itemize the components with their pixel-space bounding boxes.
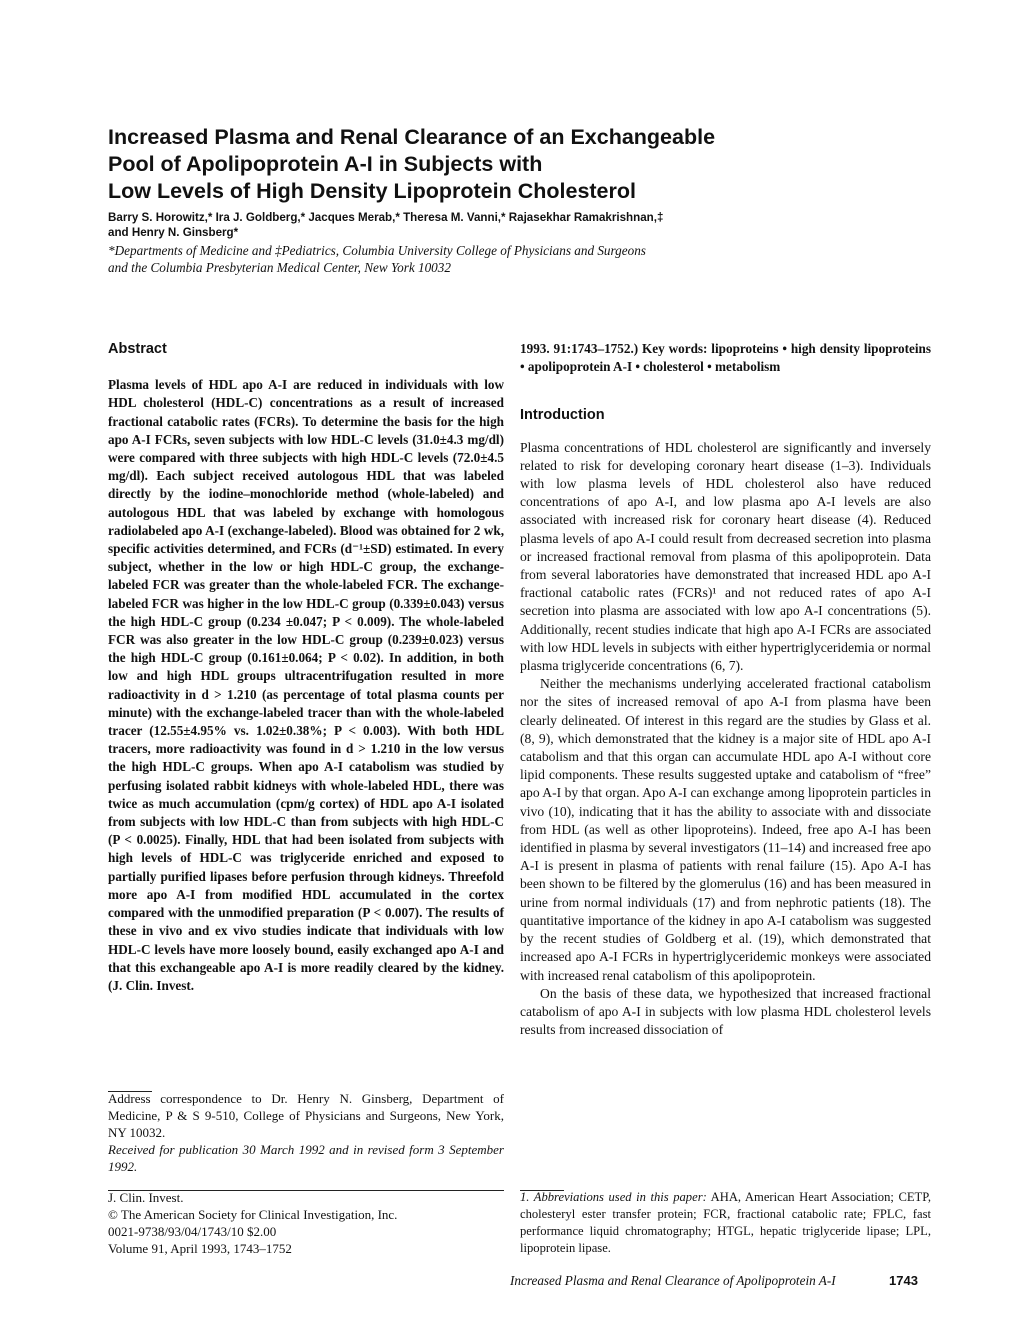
intro-paragraph: Plasma concentrations of HDL cholesterol are significantly and inversely related to risk for developing coronary heart disease (1–3). Individuals with low plasma levels of HDL cholesterol also have reduced concentrations of apo A-I, and low plasma apo A-I levels are also associated with increased risk for coronary heart disease (4). Reduced plasma levels of apo A-I could result from decreased secretion into plasma or increased fractional removal from plasma of this apolipoprotein. Data from several laboratories have demonstrated that increased HDL apo A-I fractional catabolic rates (FCRs)¹ and not reduced rates of apo A-I secretion into plasma are associated with low apo A-I concentrations (5). Additionally, recent studies indicate that high apo A-I FCRs are associated with low HDL levels in subjects with either hypertriglyceridemia or normal plasma triglyceride concentrations (6, 7). bbox=[520, 439, 931, 674]
author-list bbox=[108, 210, 928, 240]
received-date: Received for publication 30 March 1992 and in revised form 3 September 1992. bbox=[108, 1142, 504, 1174]
intro-paragraph: On the basis of these data, we hypothesized that increased fractional catabolism of apo A-I in subjects with low plasma HDL cholesterol levels results from increased dissociation of bbox=[520, 985, 931, 1038]
citation-line: © The American Society for Clinical Investigation, Inc. bbox=[108, 1207, 398, 1222]
citation-line: 0021-9738/93/04/1743/10 $2.00 bbox=[108, 1224, 277, 1239]
abbreviations-footnote bbox=[520, 1189, 931, 1257]
footnote-text: AHA, American Heart Association; CETP, cholesteryl ester transfer protein; FCR, fractional catabolic rate; FPLC, fast performance liquid chromatography; HTGL, hepatic triglyceride lipase; LPL, lipoprotein lipase. bbox=[520, 1190, 931, 1255]
correspondence-note bbox=[108, 1090, 504, 1175]
page-number: 1743 bbox=[889, 1273, 918, 1288]
authors-line: and Henry N. Ginsberg* bbox=[108, 226, 239, 239]
introduction-heading: Introduction bbox=[520, 407, 605, 424]
right-column bbox=[520, 340, 931, 1039]
citation-line: J. Clin. Invest. bbox=[108, 1190, 184, 1205]
article-title bbox=[108, 124, 868, 205]
footnote-label: 1. Abbreviations used in this paper: bbox=[520, 1190, 707, 1204]
intro-paragraph: Neither the mechanisms underlying accelerated fractional catabolism nor the sites of increased removal of apo A-I from plasma have been clearly delineated. Of interest in this regard are the studies by Glass et al. (8, 9), which demonstrated that the kidney is a major site of HDL apo A-I catabolism and that this organ can accumulate HDL apo A-I without core lipid components. These results suggested uptake and catabolism of “free” apo A-I by that organ. Apo A-I can exchange among lipoprotein particles in vivo (10), indicating that it has the ability to associate with and dissociate from HDL (as well as other lipoproteins). Indeed, free apo A-I has been identified in plasma by several investigators (11–14) and increased free apo A-I is present in plasma of patients with renal failure (15). Apo A-I has been shown to be filtered by the glomerulus (16) and has been measured in urine from normal individuals (17) and from nephrotic patients (18). The quantitative importance of the kidney in apo A-I catabolism was suggested by the recent studies of Goldberg et al. (19), which demonstrated that increased apo A-I FCRs in hypertriglyceridemic monkeys were associated with increased renal catabolism of this apolipoprotein. bbox=[520, 676, 931, 983]
abstract-heading: Abstract bbox=[108, 341, 167, 357]
left-column bbox=[108, 340, 504, 995]
authors-line: Barry S. Horowitz,* Ira J. Goldberg,* Jacques Merab,* Theresa M. Vanni,* Rajasekhar Ramakrishnan,‡ bbox=[108, 211, 664, 224]
affiliation-line: and the Columbia Presbyterian Medical Center, New York 10032 bbox=[108, 260, 451, 275]
citation-line: Volume 91, April 1993, 1743–1752 bbox=[108, 1241, 292, 1256]
running-head: Increased Plasma and Renal Clearance of Apolipoprotein A-I bbox=[510, 1273, 836, 1288]
title-line: Low Levels of High Density Lipoprotein Cholesterol bbox=[108, 179, 636, 203]
correspondence-address: Address correspondence to Dr. Henry N. Ginsberg, Department of Medicine, P & S 9-510, College of Physicians and Surgeons, New York, NY 10032. bbox=[108, 1091, 504, 1140]
affiliation-line: *Departments of Medicine and ‡Pediatrics, Columbia University College of Physicians and Surgeons bbox=[108, 243, 646, 258]
abstract-body: Plasma levels of HDL apo A-I are reduced in individuals with low HDL cholesterol (HDL-C) concentrations as a result of increased fractional catabolic rates (FCRs). To determine the basis for the high apo A-I FCRs, seven subjects with low HDL-C levels (31.0±4.3 mg/dl) were compared with three subjects with high HDL-C levels (72.0±4.5 mg/dl). Each subject received autologous HDL that was labeled directly by the iodine–monochloride method (whole-labeled) and autologous HDL that was labeled by exchange with homologous radiolabeled apo A-I (exchange-labeled). Blood was obtained for 2 wk, specific activities determined, and FCRs (d⁻¹±SD) estimated. In every subject, whether in the low or high HDL-C group, the exchange-labeled FCR was greater than the whole-labeled FCR. The exchange-labeled FCR was higher in the low HDL-C group (0.339±0.043) versus the high HDL-C group (0.234 ±0.047; P < 0.009). The whole-labeled FCR was also greater in the low HDL-C group (0.239±0.023) versus the high HDL-C group (0.161±0.064; P < 0.02). In addition, in both low and high HDL groups ultracentrifugation resulted in more radioactivity in d > 1.210 (as percentage of total plasma counts per minute) with the exchange-labeled tracer than with the whole-labeled tracer (12.55±4.95% vs. 1.02±0.38%; P < 0.003). With both HDL tracers, more radioactivity was found in d > 1.210 in the low versus the high HDL-C groups. When apo A-I catabolism was studied by perfusing isolated rabbit kidneys with whole-labeled HDL, there was twice as much accumulation (cpm/g cortex) of HDL apo A-I isolated from subjects with low HDL-C than from subjects with high HDL-C (P < 0.0025). Finally, HDL that had been isolated from subjects with high levels of HDL-C was triglyceride enriched and exposed to partially purified lipases before perfusion through kidneys. Threefold more apo A-I from modified HDL accumulated in the cortex compared with the unmodified preparation (P < 0.007). The results of these in vivo and ex vivo studies indicate that individuals with low HDL-C levels have more loosely bound, easily exchanged apo A-I and that this exchangeable apo A-I is more readily cleared by the kidney. (J. Clin. Invest. bbox=[108, 377, 504, 993]
title-line: Increased Plasma and Renal Clearance of an Exchangeable bbox=[108, 125, 716, 149]
abstract-continuation: 1993. 91:1743–1752.) Key words: lipoproteins • high density lipoproteins • apolipoprotein A-I • cholesterol • metabolism bbox=[520, 341, 931, 375]
journal-citation bbox=[108, 1189, 504, 1257]
title-line: Pool of Apolipoprotein A-I in Subjects with bbox=[108, 152, 543, 176]
affiliation bbox=[108, 242, 928, 276]
